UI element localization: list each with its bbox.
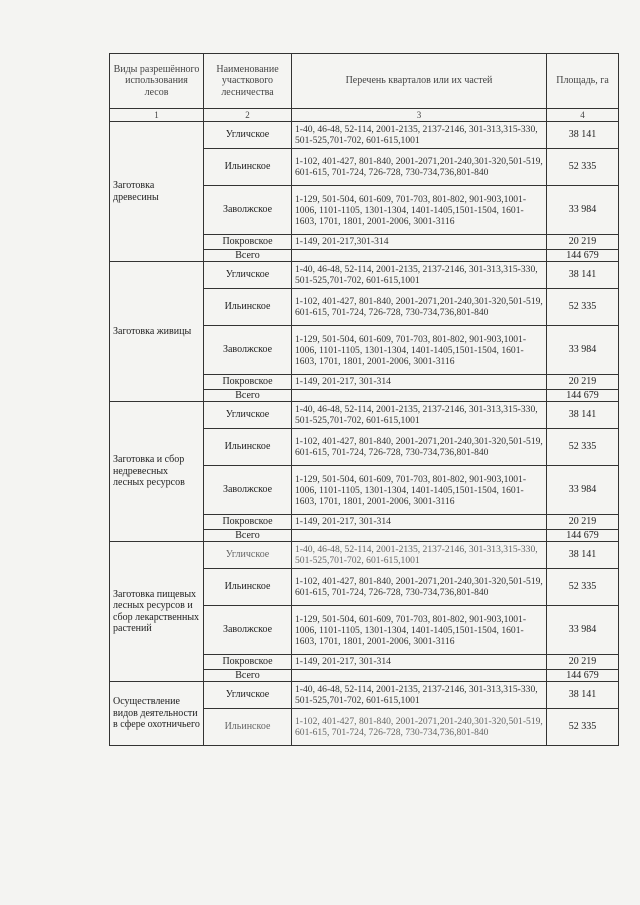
- forestry-cell: Заволжское: [204, 466, 292, 515]
- total-label: Всего: [204, 249, 292, 262]
- forestry-cell: Ильинское: [204, 149, 292, 186]
- forestry-cell: Угличское: [204, 542, 292, 569]
- area-cell: 20 219: [547, 655, 619, 670]
- area-cell: 38 141: [547, 262, 619, 289]
- column-number-row: [110, 109, 619, 122]
- total-area: 144 679: [547, 669, 619, 682]
- quarters-cell: 1-149, 201-217, 301-314: [292, 655, 547, 670]
- total-area: 144 679: [547, 529, 619, 542]
- quarters-cell: 1-129, 501-504, 601-609, 701-703, 801-802, 901-903,1001-1006, 1101-1105, 1301-1304, 1401-1405,1501-1504, 1601-1603, 1701, 1801, 2001-2006, 3001-3116: [292, 466, 547, 515]
- quarters-cell: 1-102, 401-427, 801-840, 2001-2071,201-240,301-320,501-519, 601-615, 701-724, 726-728, 730-734,736,801-840: [292, 149, 547, 186]
- forestry-cell: Угличское: [204, 122, 292, 149]
- column-number: 1: [110, 109, 204, 122]
- forestry-cell: Покровское: [204, 655, 292, 670]
- area-cell: 20 219: [547, 515, 619, 530]
- area-cell: 38 141: [547, 542, 619, 569]
- forestry-cell: Ильинское: [204, 569, 292, 606]
- area-cell: 52 335: [547, 429, 619, 466]
- quarters-cell: 1-40, 46-48, 52-114, 2001-2135, 2137-2146, 301-313,315-330, 501-525,701-702, 601-615,1001: [292, 262, 547, 289]
- column-number: 3: [292, 109, 547, 122]
- area-cell: 38 141: [547, 682, 619, 709]
- forestry-cell: Заволжское: [204, 186, 292, 235]
- total-area: 144 679: [547, 249, 619, 262]
- quarters-cell: 1-40, 46-48, 52-114, 2001-2135, 2137-2146, 301-313,315-330, 501-525,701-702, 601-615,1001: [292, 402, 547, 429]
- area-cell: 38 141: [547, 402, 619, 429]
- empty-cell: [292, 389, 547, 402]
- quarters-cell: 1-102, 401-427, 801-840, 2001-2071,201-240,301-320,501-519, 601-615, 701-724, 726-728, 730-734,736,801-840: [292, 289, 547, 326]
- area-cell: 52 335: [547, 149, 619, 186]
- area-cell: 52 335: [547, 569, 619, 606]
- table-row: [110, 402, 619, 429]
- quarters-cell: 1-102, 401-427, 801-840, 2001-2071,201-240,301-320,501-519, 601-615, 701-724, 726-728, 730-734,736,801-840: [292, 429, 547, 466]
- header-quarters: Перечень кварталов или их частей: [292, 54, 547, 109]
- total-label: Всего: [204, 389, 292, 402]
- use-type-cell: Заготовка древесины: [110, 122, 204, 262]
- forestry-cell: Угличское: [204, 402, 292, 429]
- forestry-cell: Заволжское: [204, 326, 292, 375]
- area-cell: 33 984: [547, 466, 619, 515]
- forestry-cell: Ильинское: [204, 709, 292, 746]
- column-number: 2: [204, 109, 292, 122]
- area-cell: 20 219: [547, 375, 619, 390]
- total-label: Всего: [204, 669, 292, 682]
- quarters-cell: 1-149, 201-217, 301-314: [292, 515, 547, 530]
- area-cell: 33 984: [547, 606, 619, 655]
- quarters-cell: 1-102, 401-427, 801-840, 2001-2071,201-240,301-320,501-519, 601-615, 701-724, 726-728, 730-734,736,801-840: [292, 569, 547, 606]
- quarters-cell: 1-149, 201-217, 301-314: [292, 375, 547, 390]
- total-label: Всего: [204, 529, 292, 542]
- quarters-cell: 1-102, 401-427, 801-840, 2001-2071,201-240,301-320,501-519, 601-615, 701-724, 726-728, 730-734,736,801-840: [292, 709, 547, 746]
- table-row: [110, 262, 619, 289]
- forestry-cell: Ильинское: [204, 429, 292, 466]
- area-cell: 33 984: [547, 186, 619, 235]
- forestry-cell: Угличское: [204, 262, 292, 289]
- header-use-type: Виды разрешённого использования лесов: [110, 54, 204, 109]
- quarters-cell: 1-40, 46-48, 52-114, 2001-2135, 2137-2146, 301-313,315-330, 501-525,701-702, 601-615,1001: [292, 542, 547, 569]
- area-cell: 52 335: [547, 289, 619, 326]
- forestry-cell: Ильинское: [204, 289, 292, 326]
- use-type-cell: Заготовка живицы: [110, 262, 204, 402]
- header-forestry: Наименование участкового лесничества: [204, 54, 292, 109]
- area-cell: 20 219: [547, 235, 619, 250]
- use-type-cell: Заготовка пищевых лесных ресурсов и сбор лекарственных растений: [110, 542, 204, 682]
- quarters-cell: 1-129, 501-504, 601-609, 701-703, 801-802, 901-903,1001-1006, 1101-1105, 1301-1304, 1401-1405,1501-1504, 1601-1603, 1701, 1801, 2001-2006, 3001-3116: [292, 326, 547, 375]
- total-area: 144 679: [547, 389, 619, 402]
- area-cell: 52 335: [547, 709, 619, 746]
- area-cell: 38 141: [547, 122, 619, 149]
- quarters-cell: 1-129, 501-504, 601-609, 701-703, 801-802, 901-903,1001-1006, 1101-1105, 1301-1304, 1401-1405,1501-1504, 1601-1603, 1701, 1801, 2001-2006, 3001-3116: [292, 606, 547, 655]
- forestry-cell: Покровское: [204, 375, 292, 390]
- empty-cell: [292, 249, 547, 262]
- forestry-cell: Заволжское: [204, 606, 292, 655]
- column-number: 4: [547, 109, 619, 122]
- forestry-cell: Покровское: [204, 235, 292, 250]
- header-row: [110, 54, 619, 109]
- use-type-cell: Заготовка и сбор недревесных лесных ресурсов: [110, 402, 204, 542]
- forestry-cell: Угличское: [204, 682, 292, 709]
- quarters-cell: 1-40, 46-48, 52-114, 2001-2135, 2137-2146, 301-313,315-330, 501-525,701-702, 601-615,1001: [292, 682, 547, 709]
- table-row: [110, 542, 619, 569]
- empty-cell: [292, 529, 547, 542]
- table-row: [110, 682, 619, 709]
- empty-cell: [292, 669, 547, 682]
- use-type-cell: Осуществление видов деятельности в сфере охотничьего: [110, 682, 204, 746]
- quarters-cell: 1-149, 201-217,301-314: [292, 235, 547, 250]
- quarters-cell: 1-40, 46-48, 52-114, 2001-2135, 2137-2146, 301-313,315-330, 501-525,701-702, 601-615,1001: [292, 122, 547, 149]
- forest-use-table: [109, 53, 619, 746]
- area-cell: 33 984: [547, 326, 619, 375]
- table-row: [110, 122, 619, 149]
- quarters-cell: 1-129, 501-504, 601-609, 701-703, 801-802, 901-903,1001-1006, 1101-1105, 1301-1304, 1401-1405,1501-1504, 1601-1603, 1701, 1801, 2001-2006, 3001-3116: [292, 186, 547, 235]
- forestry-cell: Покровское: [204, 515, 292, 530]
- header-area: Площадь, га: [547, 54, 619, 109]
